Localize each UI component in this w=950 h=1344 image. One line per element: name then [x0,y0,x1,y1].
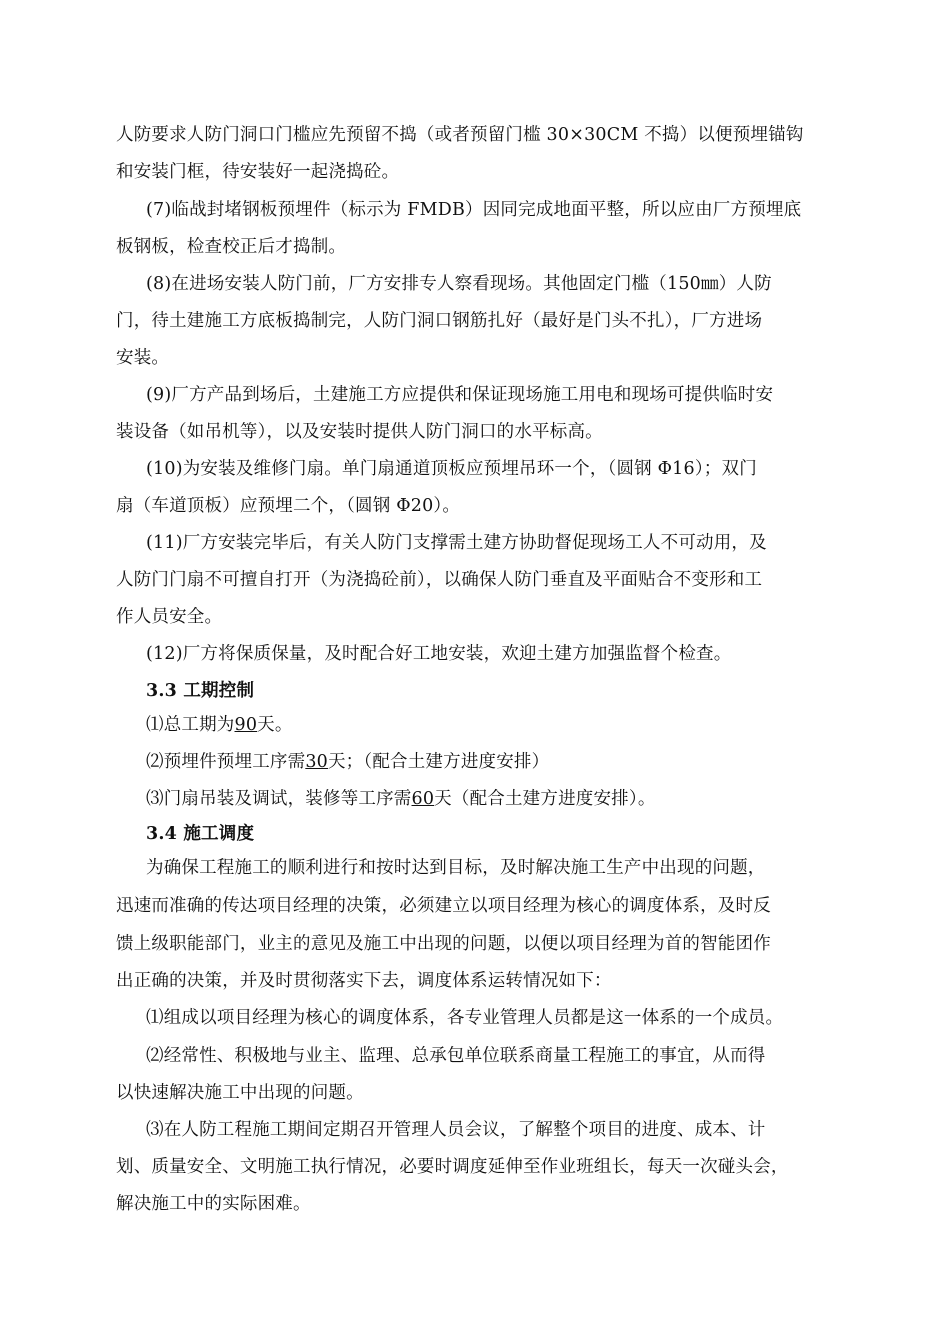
dispatch-intro-line-4: 出正确的决策，并及时贯彻落实下去，调度体系运转情况如下： [116,971,612,991]
dispatch-intro-line-2: 迅速而准确的传达项目经理的决策，必须建立以项目经理为核心的调度体系，及时反 [116,896,771,916]
item-8-line-3: 安装。 [116,348,170,368]
item-11-line-2: 人防门门扇不可擅自打开（为浇捣砼前），以确保人防门垂直及平面贴合不变形和工 [116,570,763,590]
schedule-total-suffix: 天。 [257,715,293,735]
schedule-total-days: 90 [234,715,258,735]
dispatch-item-1: ⑴组成以项目经理为核心的调度体系，各专业管理人员都是这一体系的一个成员。 [146,1008,784,1028]
intro-line-2: 和安装门框，待安装好一起浇捣砼。 [116,162,400,182]
item-10-line-2: 扇（车道顶板）应预埋二个，（圆钢 Φ20）。 [116,496,461,516]
dispatch-item-3-line-2: 划、质量安全、文明施工执行情况，必要时调度延伸至作业班组长，每天一次碰头会， [116,1157,789,1177]
item-7-line-2: 板钢板，检查校正后才捣制。 [116,237,347,257]
schedule-door-label: ⑶门扇吊装及调试，装修等工序需 [146,789,412,809]
item-8-line-1: (8)在进场安装人防门前，厂方安排专人察看现场。其他固定门槛（150㎜）人防 [146,274,772,294]
item-9-line-1: (9)厂方产品到场后，土建施工方应提供和保证现场施工用电和现场可提供临时安 [146,385,774,405]
schedule-door-days: 60 [411,789,435,809]
dispatch-item-2-line-1: ⑵经常性、积极地与业主、监理、总承包单位联系商量工程施工的事宜，从而得 [146,1046,766,1066]
dispatch-intro-line-3: 馈上级职能部门，业主的意见及施工中出现的问题，以便以项目经理为首的智能团作 [116,934,771,954]
schedule-embedded-parts [146,749,876,775]
item-8-line-2: 门，待土建施工方底板捣制完，人防门洞口钢筋扎好（最好是门头不扎），厂方进场 [116,311,763,331]
schedule-door-install [146,786,876,812]
intro-line-1: 人防要求人防门洞口门槛应先预留不捣（或者预留门槛 30×30CM 不捣）以便预埋锚钩 [116,125,804,145]
dispatch-item-2-line-2: 以快速解决施工中出现的问题。 [116,1083,364,1103]
schedule-total-label: ⑴总工期为 [146,715,235,735]
item-12-line-1: (12)厂方将保质保量，及时配合好工地安装，欢迎土建方加强监督个检查。 [146,644,732,664]
dispatch-intro-line-1: 为确保工程施工的顺利进行和按时达到目标，及时解决施工生产中出现的问题， [146,858,766,878]
item-11-line-3: 作人员安全。 [116,607,223,627]
dispatch-item-3-line-3: 解决施工中的实际困难。 [116,1194,311,1214]
item-10-line-1: (10)为安装及维修门扇。单门扇通道顶板应预埋吊环一个，（圆钢 Φ16）；双门 [146,459,757,479]
item-9-line-2: 装设备（如吊机等），以及安装时提供人防门洞口的水平标高。 [116,422,603,442]
schedule-total [146,712,876,738]
schedule-door-suffix: 天（配合土建方进度安排）。 [434,789,656,809]
item-7-line-1: (7)临战封堵钢板预埋件（标示为 FMDB）因同完成地面平整，所以应由厂方预埋底 [146,200,802,220]
section-3-4-heading: 3.4 施工调度 [146,824,255,844]
section-3-3-heading: 3.3 工期控制 [146,681,255,701]
schedule-embedded-label: ⑵预埋件预埋工序需 [146,752,306,772]
schedule-embedded-days: 30 [305,752,328,772]
schedule-embedded-suffix: 天；（配合土建方进度安排） [327,752,550,772]
dispatch-item-3-line-1: ⑶在人防工程施工期间定期召开管理人员会议，了解整个项目的进度、成本、计 [146,1120,766,1140]
item-11-line-1: (11)厂方安装完毕后，有关人防门支撑需土建方协助督促现场工人不可动用，及 [146,533,767,553]
